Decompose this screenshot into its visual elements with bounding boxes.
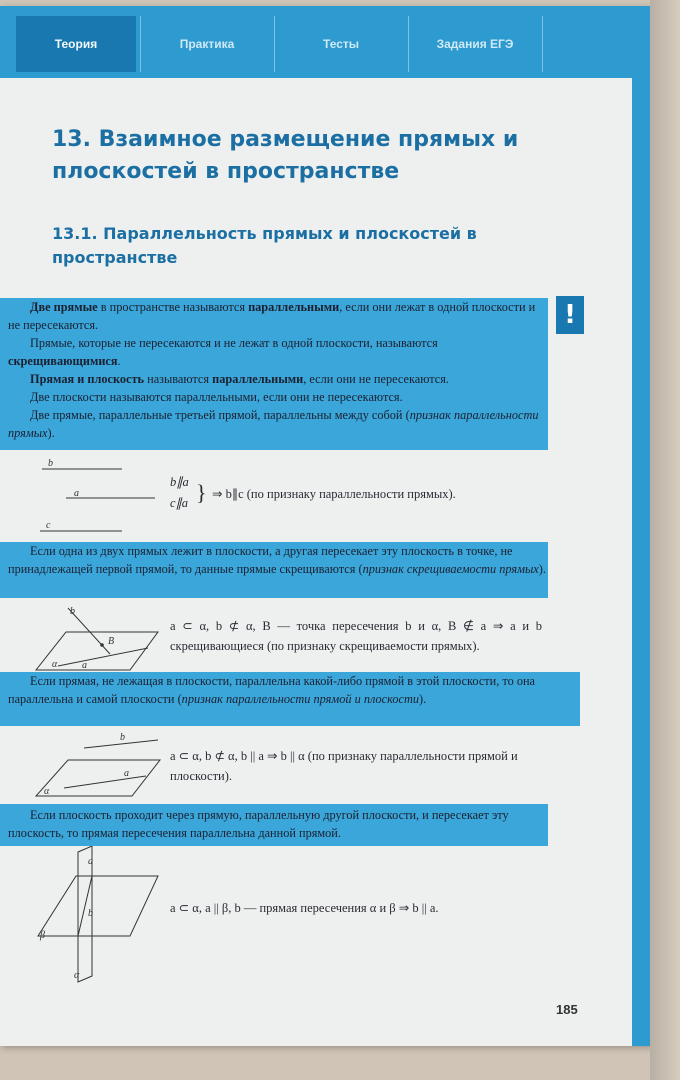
definition-parallel-lines: Две прямые в пространстве называются параллельными, если они лежат в одной плоскости и не пересекаются. xyxy=(8,300,536,332)
figure-parallel-lines xyxy=(30,456,170,536)
tab-divider xyxy=(274,16,275,72)
label-alpha: α xyxy=(74,970,80,981)
intersection-theorem-text: Если плоскость проходит через прямую, параллельную другой плоскости, и пересекает эту плоскость, то прямая пересечения параллельна данной прямой. xyxy=(8,808,509,840)
figure-plane-intersection xyxy=(30,846,170,996)
label-b: b xyxy=(88,908,93,919)
label-b: b xyxy=(48,458,53,469)
page-number: 185 xyxy=(556,1002,578,1017)
definition-skew-lines: Прямые, которые не пересекаются и не лежат в одной плоскости, называются скрещивающимися. xyxy=(8,336,438,368)
fig1-conclusion: ⇒ b∥c (по признаку параллельности прямых). xyxy=(212,487,456,501)
brace: } xyxy=(196,480,207,505)
exclamation-icon: ! xyxy=(556,296,584,334)
label-alpha: α xyxy=(44,786,50,797)
label-alpha: α xyxy=(52,659,58,670)
label-b: b xyxy=(120,732,125,743)
tab-divider xyxy=(542,16,543,72)
label-a: a xyxy=(82,660,87,671)
fig3-text: a ⊂ α, b ⊄ α, b || a ⇒ b || α (по признаку параллельности прямой и плоскости). xyxy=(170,749,518,783)
book-spine xyxy=(650,0,680,1080)
definition-line-plane: Прямая и плоскость называются параллельными, если они не пересекаются. xyxy=(30,372,449,386)
fig2-text: a ⊂ α, b ⊄ α, B — точка пересечения b и α, B ∉ a ⇒ a и b скрещивающиеся (по признаку скрещиваемости прямых). xyxy=(170,619,542,653)
definition-planes: Две плоскости называются параллельными, если они не пересекаются. xyxy=(30,390,403,404)
label-b: b xyxy=(70,606,75,617)
premise-c-parallel-a: c∥a xyxy=(170,496,189,510)
skew-criterion-box xyxy=(0,542,548,598)
tab-practice[interactable]: Практика xyxy=(179,37,235,51)
tab-theory[interactable]: Теория xyxy=(16,16,136,72)
skew-criterion-text: Если одна из двух прямых лежит в плоскости, а другая пересекает эту плоскость в точке, не принадлежащей первой прямой, то данные прямые скрещиваются (признак скрещиваемости прямых). xyxy=(8,544,546,576)
intersection-theorem-box xyxy=(0,804,548,846)
tab-tests[interactable]: Тесты xyxy=(322,37,360,51)
tab-divider xyxy=(408,16,409,72)
figure-skew-lines xyxy=(30,604,170,676)
section-title: 13.1. Параллельность прямых и плоскостей в пространстве xyxy=(52,224,477,267)
label-c: c xyxy=(46,520,51,531)
label-a: a xyxy=(74,488,79,499)
point-B xyxy=(100,643,104,647)
line-plane-criterion-box xyxy=(0,672,580,726)
chapter-title: 13. Взаимное размещение прямых и плоскостей в пространстве xyxy=(52,127,519,184)
line-plane-criterion-text: Если прямая, не лежащая в плоскости, параллельна какой-либо прямой в этой плоскости, то она параллельна и самой плоскости (признак параллельности прямой и плоскости). xyxy=(8,674,536,706)
tab-bar xyxy=(0,6,650,78)
premise-b-parallel-a: b∥a xyxy=(170,475,189,489)
figure-line-parallel-plane xyxy=(30,730,170,802)
book-page xyxy=(0,6,650,1046)
definitions-box xyxy=(0,298,548,450)
label-a: a xyxy=(88,856,93,867)
plane-beta xyxy=(38,876,158,936)
line-a xyxy=(64,776,146,788)
tab-exam-tasks[interactable]: Задания ЕГЭ xyxy=(436,37,514,51)
tab-divider xyxy=(140,16,141,72)
label-B: B xyxy=(108,636,115,647)
parallel-lines-criterion: Две прямые, параллельные третьей прямой, параллельны между собой (признак параллельности прямых). xyxy=(8,408,539,440)
label-beta: β xyxy=(40,930,45,941)
label-a: a xyxy=(124,768,129,779)
line-b xyxy=(78,876,92,936)
plane-alpha xyxy=(36,760,160,796)
side-strip xyxy=(632,6,650,1046)
fig4-text: a ⊂ α, a || β, b — прямая пересечения α и β ⇒ b || a. xyxy=(170,901,439,915)
